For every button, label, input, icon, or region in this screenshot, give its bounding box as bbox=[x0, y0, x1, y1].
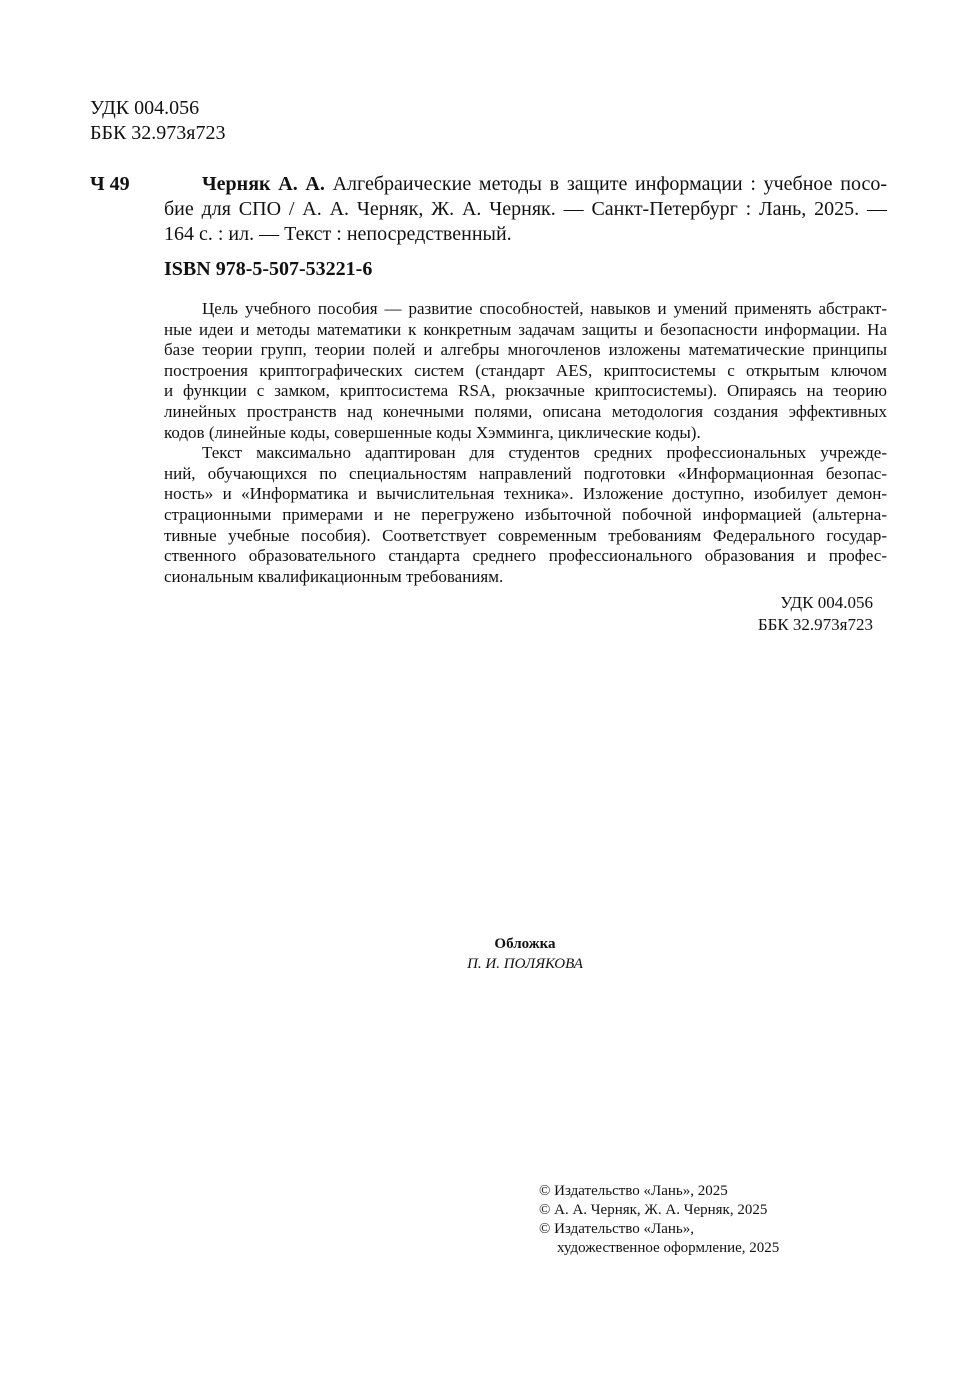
isbn: ISBN 978-5-507-53221-6 bbox=[164, 258, 373, 280]
copyright-line: © Издательство «Лань», bbox=[539, 1221, 694, 1237]
copyright-line: художественное оформление, 2025 bbox=[557, 1240, 780, 1256]
biblio-line-2: бие для СПО / А. А. Черняк, Ж. А. Черняк. — Санкт-Петербург : Лань, 2025. — bbox=[164, 198, 887, 220]
biblio-line-1 bbox=[164, 172, 887, 197]
author-sign: Ч 49 bbox=[90, 173, 130, 195]
udk-bbk-footer bbox=[700, 592, 873, 636]
bibliographic-record bbox=[164, 172, 887, 247]
copyright-line: © Издательство «Лань», 2025 bbox=[539, 1183, 728, 1199]
annotation-line: кодов (линейные коды, совершенные коды Хэмминга, циклические коды). bbox=[164, 422, 701, 442]
author-name: Черняк А. А. bbox=[202, 173, 325, 195]
annotation-line: базе теории групп, теории полей и алгебры многочленов изложены математические принципы bbox=[164, 340, 887, 360]
annotation-line: страционными примерами и не перегружено избыточной побочной информацией (альтерна- bbox=[164, 504, 887, 524]
title-text: Алгебраические методы в защите информации : учебное посо- bbox=[332, 173, 888, 195]
udk-code: УДК 004.056 bbox=[90, 97, 200, 119]
annotation-line: и функции с замком, криптосистема RSA, рюкзачные криптосистемы). Опираясь на теорию bbox=[164, 381, 887, 401]
copyright-block bbox=[539, 1182, 779, 1258]
annotation-line: тивные учебные пособия). Соответствует современным требованиям Федерального государ- bbox=[164, 525, 887, 545]
udk-code-bottom: УДК 004.056 bbox=[780, 593, 873, 612]
annotation-line: Текст максимально адаптирован для студентов средних профессиональных учрежде- bbox=[202, 443, 887, 463]
udk-bbk-header bbox=[90, 96, 226, 146]
copyright-line: © А. А. Черняк, Ж. А. Черняк, 2025 bbox=[539, 1202, 768, 1218]
annotation-line: линейных пространств над конечными полями, описана методология создания эффективных bbox=[164, 401, 887, 421]
annotation bbox=[164, 299, 887, 587]
annotation-line: ственного образовательного стандарта среднего профессионального образования и профес- bbox=[164, 546, 887, 566]
annotation-line: Цель учебного пособия — развитие способностей, навыков и умений применять абстракт- bbox=[202, 299, 887, 318]
annotation-line: ность» и «Информатика и вычислительная техника». Изложение доступно, изобилует демон- bbox=[164, 484, 887, 504]
cover-credit bbox=[400, 934, 650, 974]
cover-label: Обложка bbox=[494, 936, 556, 952]
annotation-line: ные идеи и методы математики к конкретным задачам защиты и безопасности информации. На bbox=[164, 319, 887, 339]
annotation-line: ний, обучающихся по специальностям направлений подготовки «Информационная безопас- bbox=[164, 463, 887, 483]
bbk-code-bottom: ББК 32.973я723 bbox=[757, 615, 873, 634]
bbk-code: ББК 32.973я723 bbox=[90, 122, 226, 144]
annotation-line: построения криптографических систем (стандарт AES, криптосистемы с открытым ключом bbox=[164, 360, 887, 380]
biblio-line-3: 164 с. : ил. — Текст : непосредственный. bbox=[164, 223, 512, 245]
cover-designer: П. И. ПОЛЯКОВА bbox=[467, 956, 583, 972]
annotation-line: сиональным квалификационным требованиям. bbox=[164, 566, 504, 586]
